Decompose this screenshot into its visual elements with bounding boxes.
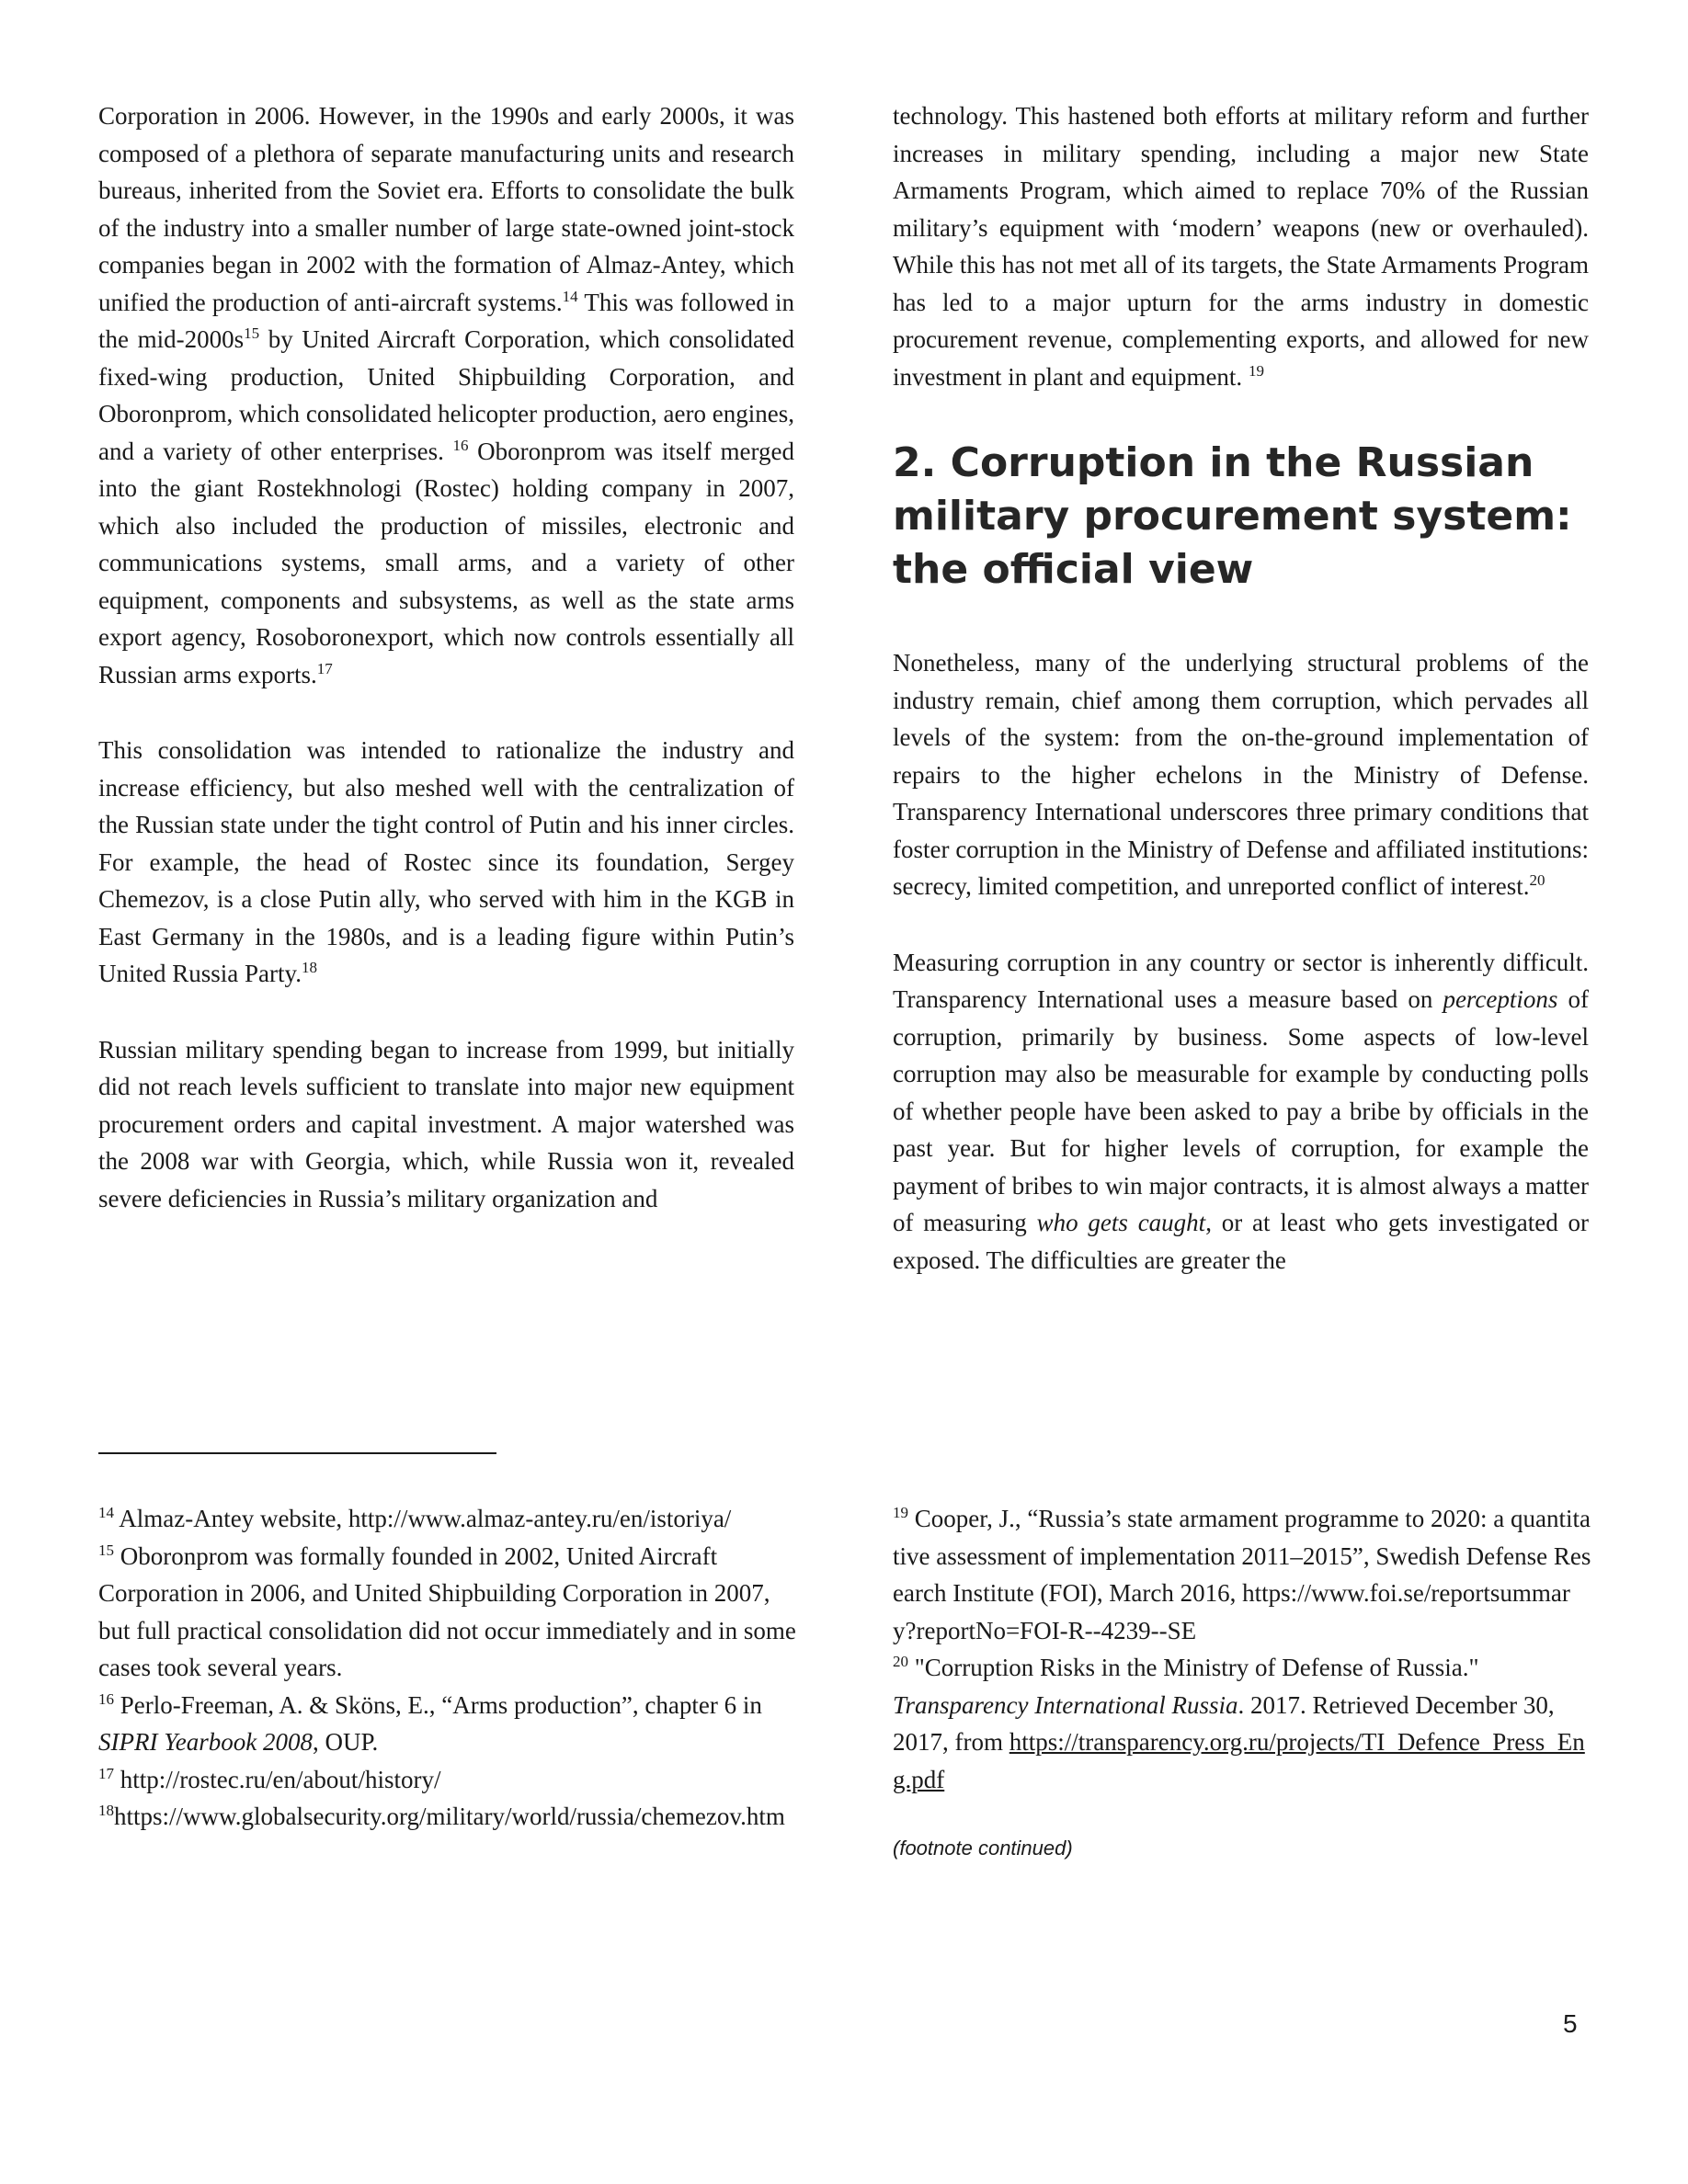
paragraph-text: Russian military spending began to increase from 1999, but initially did not reach levels sufficient to translate into major new equipment procurement orders and capital investment. A major watershed was the 2008 war with Georgia, which, while Russia won it, revealed severe deficiencies in Russia’s military organization and xyxy=(98,1035,794,1212)
paragraph xyxy=(98,732,794,993)
footnote-text: Almaz-Antey website, http://www.almaz-antey.ru/en/istoriya/ xyxy=(114,1505,732,1532)
paragraph-text: Corporation in 2006. However, in the 1990s and early 2000s, it was composed of a plethora of separate manufacturing units and research bureaus, inherited from the Soviet era. Efforts to consolidate the bulk of the industry into a smaller number of large state-owned joint-stock companies began in 2002 with the formation of Almaz-Antey, which unified the production of anti-aircraft systems. xyxy=(98,102,794,316)
page-number: 5 xyxy=(1563,2009,1578,2038)
paragraph-text: of corruption, primarily by business. Some aspects of low-level corruption may also be measurable for example by conducting polls of whether people have been asked to pay a bribe by officials in the past year. But for higher levels of corruption, for example the payment of bribes to win major contracts, it is almost always a matter of measuring xyxy=(893,985,1589,1236)
paragraph-text: This consolidation was intended to rationalize the industry and increase efficiency, but also meshed well with the centralization of the Russian state under the tight control of Putin and his inner circles. For example, the head of Rostec since its foundation, Sergey Chemezov, is a close Putin ally, who served with him in the KGB in East Germany in the 1980s, and is a leading figure within Putin’s United Russia Party. xyxy=(98,736,794,987)
footnote-ref[interactable]: 19 xyxy=(1248,361,1264,380)
footnote xyxy=(98,1761,797,1799)
footnote-text: "Corruption Risks in the Ministry of Defense of Russia." xyxy=(908,1654,1479,1681)
paragraph-text: Nonetheless, many of the underlying structural problems of the industry remain, chief among them corruption, which pervades all levels of the system: from the on-the-ground implementation of repairs to the higher echelons in the Ministry of Defense. Transparency International underscores three primary conditions that foster corruption in the Ministry of Defense and affiliated institutions: secrecy, limited competition, and unreported conflict of interest. xyxy=(893,649,1589,900)
footnote xyxy=(98,1798,797,1836)
footnote-number: 20 xyxy=(893,1653,908,1670)
footnote-text: . 2017. Retrieved December 30, 2017, from xyxy=(893,1690,1555,1756)
footnote xyxy=(98,1538,797,1687)
footnote-number: 14 xyxy=(98,1504,114,1521)
footnote xyxy=(98,1687,797,1761)
right-column xyxy=(893,97,1589,1279)
footnote-ref[interactable]: 15 xyxy=(244,324,260,342)
footnotes-left xyxy=(98,1500,797,1836)
paragraph xyxy=(98,97,794,693)
emphasis: who gets caught xyxy=(1036,1209,1206,1236)
footnote-ref[interactable]: 14 xyxy=(562,287,578,305)
footnote-ref[interactable]: 20 xyxy=(1529,871,1545,889)
paragraph xyxy=(893,644,1589,905)
paragraph xyxy=(98,1031,794,1218)
paragraph-text: Oboronprom was itself merged into the giant Rostekhnologi (Rostec) holding company in 2007, which also included the production of missiles, electronic and communications systems, small arms, and a variety of other equipment, components and subsystems, as well as the state arms export agency, Rosoboronexport, which now controls essentially all Russian arms exports. xyxy=(98,437,794,688)
footnote-number: 17 xyxy=(98,1764,114,1782)
emphasis: Transparency International Russia xyxy=(893,1690,1238,1719)
footnote-ref[interactable]: 18 xyxy=(301,959,317,976)
paragraph-text: , or at least who gets investigated or exposed. The difficulties are greater the xyxy=(893,1209,1589,1274)
footnote-ref[interactable]: 16 xyxy=(452,436,469,454)
paragraph xyxy=(893,97,1589,395)
footnote-ref[interactable]: 17 xyxy=(316,659,333,677)
footnote xyxy=(98,1500,797,1538)
footnote-link[interactable]: https://transparency.org.ru/projects/TI_Defence_Press_Eng.pdf xyxy=(893,1728,1585,1793)
footnote-text: http://rostec.ru/en/about/history/ xyxy=(114,1765,441,1793)
section-heading: 2. Corruption in the Russian military procurement system: the official view xyxy=(893,439,1572,593)
footnote-number: 19 xyxy=(893,1504,908,1521)
paragraph-text: by United Aircraft Corporation, which consolidated fixed-wing production, United Shipbuilding Corporation, and Oboronprom, which consolidated helicopter production, aero engines, and a variety of other enterprises. xyxy=(98,325,794,465)
paragraph-text: Measuring corruption in any country or sector is inherently difficult. Transparency International uses a measure based on xyxy=(893,948,1589,1013)
footnote-continued-note: (footnote continued) xyxy=(893,1837,1073,1860)
paragraph-text: This was followed in the mid-2000s xyxy=(98,288,795,353)
footnote-text: Cooper, J., “Russia’s state armament programme to 2020: a quantitative assessment of implementation 2011–2015”, Swedish Defense Research Institute (FOI), March 2016, https://www.foi.se/reportsummary?reportNo=FOI-R--4239--SE xyxy=(893,1505,1591,1644)
footnote-number: 18 xyxy=(98,1802,114,1819)
footnote xyxy=(893,1500,1591,1649)
paragraph xyxy=(893,944,1589,1280)
footnote xyxy=(893,1649,1591,1798)
emphasis: SIPRI Yearbook 2008 xyxy=(98,1728,313,1756)
footnotes-right xyxy=(893,1500,1591,1862)
footnote-text: Perlo-Freeman, A. & Sköns, E., “Arms production”, chapter 6 in xyxy=(114,1690,762,1719)
paragraph-text: technology. This hastened both efforts at military reform and further increases in military spending, including a major new State Armaments Program, which aimed to replace 70% of the Russian military’s equipment with ‘modern’ weapons (new or overhauled). While this has not met all of its targets, the State Armaments Program has led to a major upturn for the arms industry in domestic procurement revenue, complementing exports, and allowed for new investment in plant and equipment. xyxy=(893,102,1589,391)
footnote-separator xyxy=(98,1452,496,1454)
footnote-text: , OUP. xyxy=(312,1728,379,1756)
left-column xyxy=(98,97,794,1217)
emphasis: perceptions xyxy=(1443,985,1558,1013)
footnote-number: 15 xyxy=(98,1541,114,1559)
footnote-number: 16 xyxy=(98,1689,114,1708)
footnote-text: Oboronprom was formally founded in 2002, United Aircraft Corporation in 2006, and United Shipbuilding Corporation in 2007, but full practical consolidation did not occur immediately and in some cases took several years. xyxy=(98,1541,796,1681)
footnote-text: https://www.globalsecurity.org/military/world/russia/chemezov.htm xyxy=(114,1803,785,1830)
